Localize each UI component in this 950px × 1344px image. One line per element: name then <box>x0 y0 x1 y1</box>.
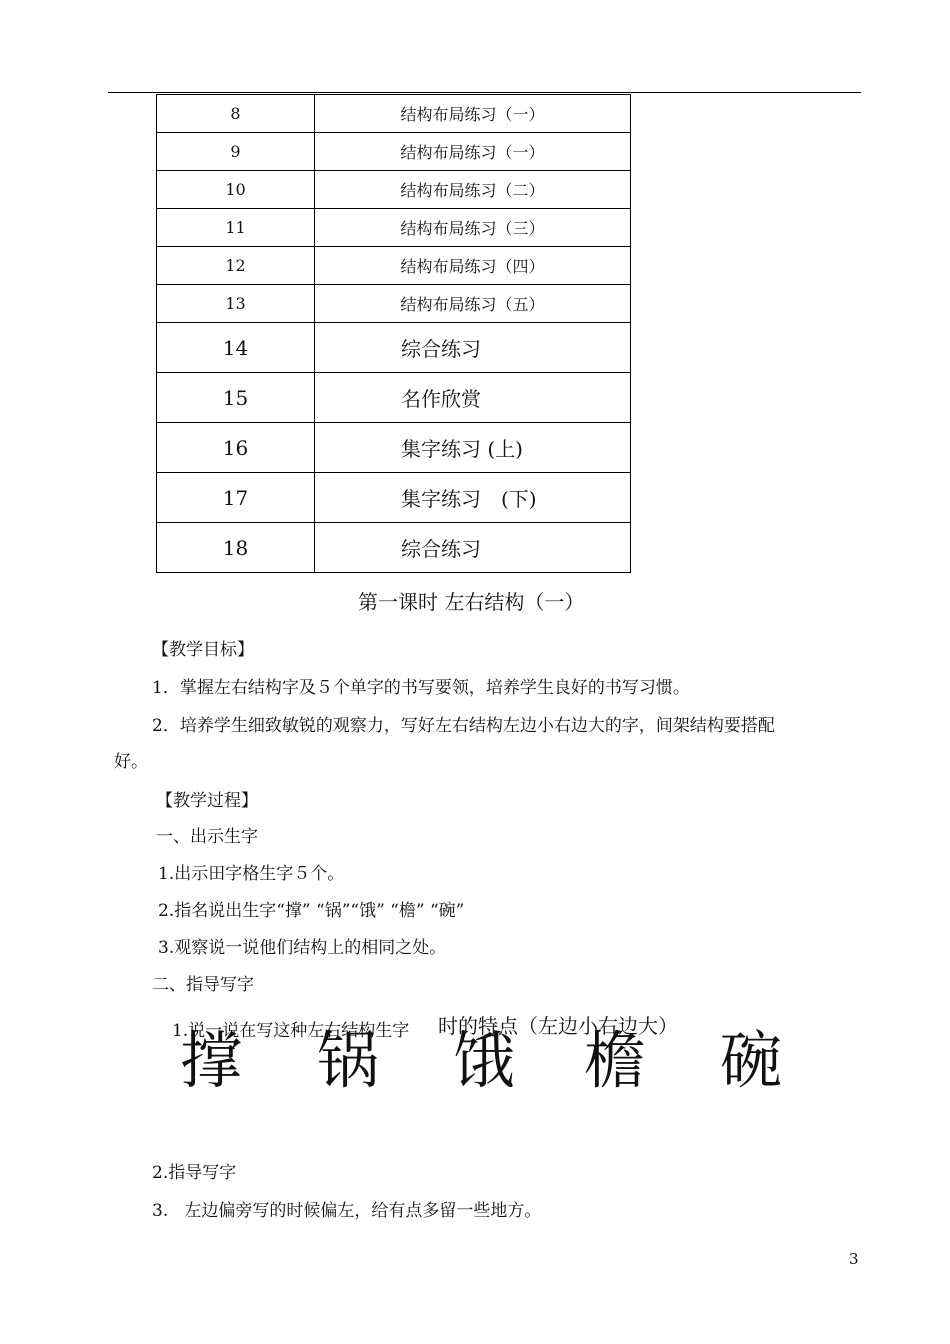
goal-item-2: 2．培养学生细致敏锐的观察力，写好左右结构左边小右边大的字，间架结构要搭配 <box>152 716 775 736</box>
lesson-title: 结构布局练习（五） <box>315 285 631 323</box>
process-heading: 【教学过程】 <box>156 791 258 811</box>
practice-characters <box>180 1021 820 1101</box>
lesson-title: 名作欣赏 <box>315 373 631 423</box>
goal-item-2-continued: 好。 <box>114 752 148 772</box>
lesson-number: 17 <box>157 473 315 523</box>
lesson-number: 18 <box>157 523 315 573</box>
lesson-number: 8 <box>157 95 315 133</box>
practice-character: 撑 <box>180 1024 243 1097</box>
step-2-1-part-b: 时的特点（左边小右边大） <box>438 1014 678 1038</box>
table-row <box>157 285 631 323</box>
lesson-number: 12 <box>157 247 315 285</box>
goal-item-1: 1．掌握左右结构字及５个单字的书写要领，培养学生良好的书写习惯。 <box>152 678 690 698</box>
lesson-title: 综合练习 <box>315 323 631 373</box>
table-row <box>157 323 631 373</box>
lesson-title: 结构布局练习（四） <box>315 247 631 285</box>
practice-character: 檐 <box>584 1024 647 1097</box>
lesson-title: 集字练习 (上) <box>315 423 631 473</box>
lesson-title: 综合练习 <box>315 523 631 573</box>
step-2-2: 2.指导写字 <box>152 1163 237 1183</box>
practice-character: 锅 <box>317 1024 380 1097</box>
table-row <box>157 133 631 171</box>
lesson-title: 结构布局练习（一） <box>315 95 631 133</box>
step-2-3: 3. 左边偏旁写的时候偏左，给有点多留一些地方。 <box>152 1201 542 1221</box>
lesson-number: 15 <box>157 373 315 423</box>
table-row <box>157 209 631 247</box>
section-2-heading: 二、指导写字 <box>152 975 254 995</box>
step-2-1-part-a: 1.说一说在写这种左右结构生字 <box>172 1021 410 1041</box>
table-row <box>157 247 631 285</box>
table-row <box>157 95 631 133</box>
step-1-1: 1.出示田字格生字５个。 <box>158 864 345 884</box>
lesson-number: 16 <box>157 423 315 473</box>
lesson-title: 结构布局练习（二） <box>315 171 631 209</box>
step-1-2: 2.指名说出生字“撑” “锅”“饿” “檐” “碗” <box>158 901 465 921</box>
page-number: 3 <box>849 1250 859 1268</box>
table-row <box>157 373 631 423</box>
table-row <box>157 423 631 473</box>
lesson-title: 集字练习 (下) <box>315 473 631 523</box>
goals-heading: 【教学目标】 <box>152 640 254 660</box>
lesson-heading: 第一课时 左右结构（一） <box>358 590 585 614</box>
section-1-heading: 一、出示生字 <box>156 827 258 847</box>
practice-character: 饿 <box>453 1024 516 1097</box>
step-1-3: 3.观察说一说他们结构上的相同之处。 <box>158 938 447 958</box>
lesson-number: 9 <box>157 133 315 171</box>
table-row <box>157 473 631 523</box>
schedule-table <box>156 94 631 573</box>
table-row <box>157 171 631 209</box>
lesson-number: 13 <box>157 285 315 323</box>
header-rule <box>108 92 861 93</box>
lesson-number: 10 <box>157 171 315 209</box>
table-row <box>157 523 631 573</box>
lesson-title: 结构布局练习（三） <box>315 209 631 247</box>
practice-character: 碗 <box>720 1024 783 1097</box>
lesson-number: 11 <box>157 209 315 247</box>
lesson-number: 14 <box>157 323 315 373</box>
lesson-title: 结构布局练习（一） <box>315 133 631 171</box>
